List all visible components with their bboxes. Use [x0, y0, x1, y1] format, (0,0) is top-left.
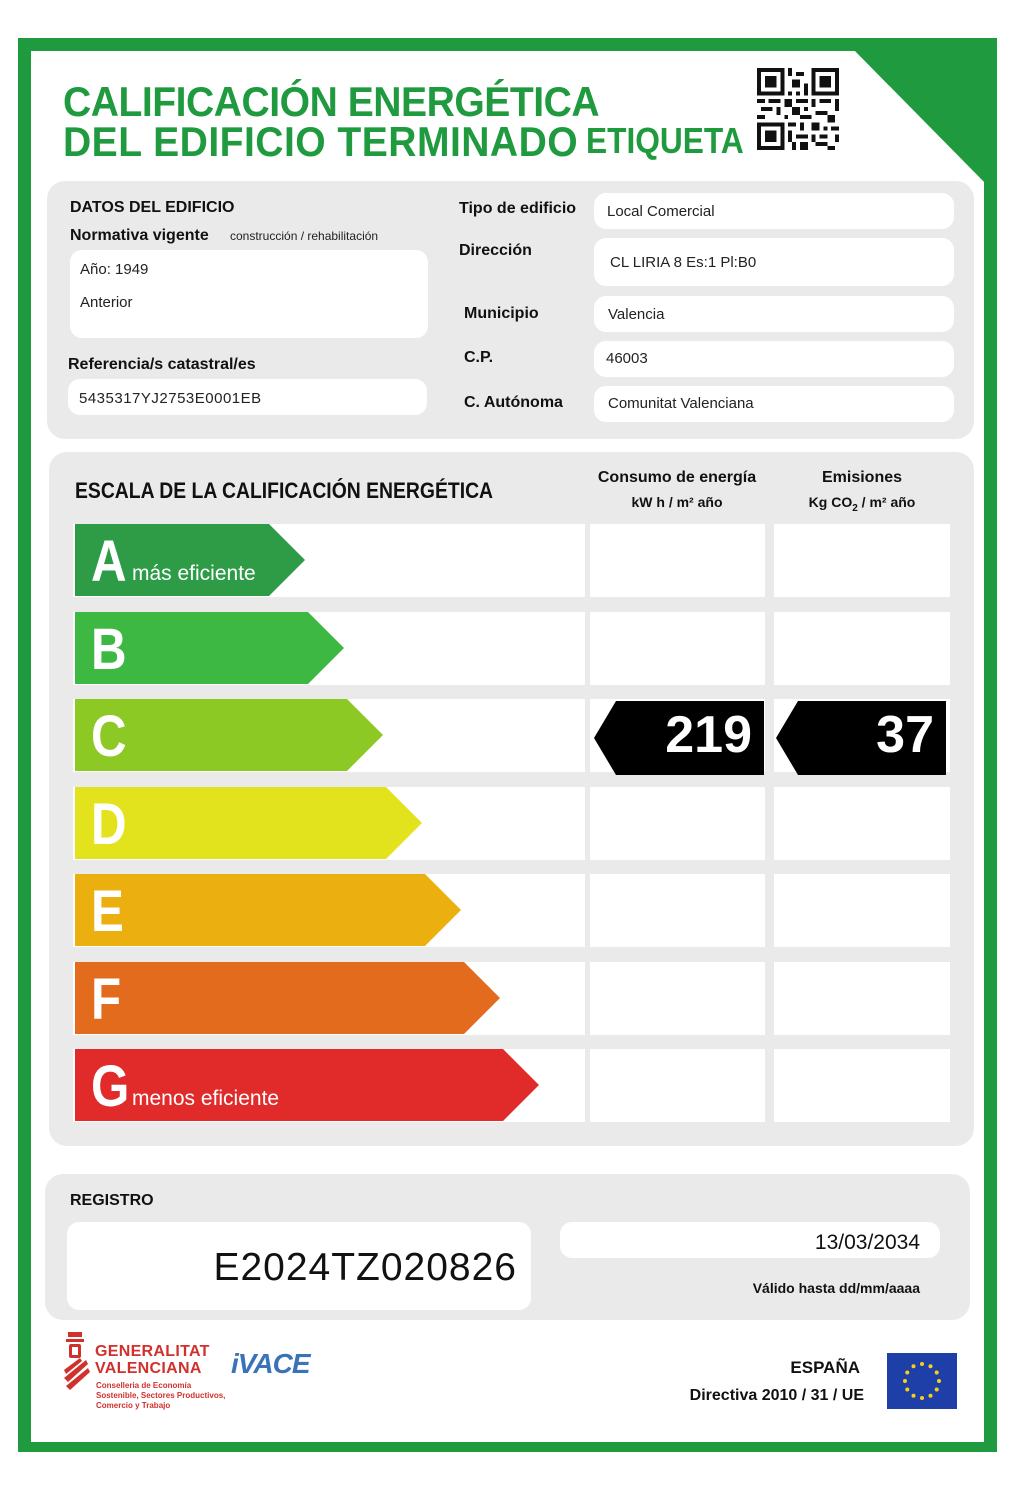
- emisiones-badge: [776, 701, 946, 775]
- gv-line-2: VALENCIANA: [95, 1360, 202, 1377]
- generalitat-logo-icon: [62, 1330, 92, 1390]
- least-efficient-note: menos eficiente: [132, 1087, 280, 1110]
- directive-label: Directiva 2010 / 31 / UE: [689, 1387, 864, 1404]
- normativa-label: Normativa vigente: [70, 227, 209, 244]
- consumo-cell-f: [590, 962, 765, 1035]
- gv-sub-1: Conselleria de Economía: [96, 1381, 192, 1390]
- ivace-logo-icon: iVACE: [231, 1348, 310, 1379]
- consumo-cell-e: [590, 874, 765, 947]
- grade-arrow-f: [75, 962, 500, 1034]
- year-value: Año: 1949: [80, 261, 149, 278]
- grade-arrow-g: [75, 1049, 539, 1121]
- consumo-cell-b: [590, 612, 765, 685]
- grade-arrow-c: [75, 699, 383, 771]
- grade-arrow-a: [75, 524, 305, 596]
- emisiones-cell-f: [774, 962, 950, 1035]
- cp-label: C.P.: [464, 349, 494, 366]
- qr-code-icon: [757, 68, 839, 150]
- direccion-value: CL LIRIA 8 Es:1 Pl:B0: [610, 254, 757, 271]
- consumo-badge-value: 219: [665, 706, 752, 764]
- grade-arrow-e: [75, 874, 461, 946]
- valid-label: Válido hasta dd/mm/aaaa: [752, 1280, 920, 1296]
- title-line-1: CALIFICACIÓN ENERGÉTICA: [63, 78, 600, 125]
- catastro-label: Referencia/s catastral/es: [68, 356, 256, 373]
- eu-flag-icon: [887, 1353, 957, 1409]
- gv-sub-2: Sostenible, Sectores Productivos,: [96, 1391, 226, 1400]
- valid-date: 13/03/2034: [814, 1231, 920, 1254]
- grade-letter-c: C: [91, 704, 127, 769]
- emisiones-header: Emisiones: [821, 469, 903, 486]
- normativa-value: Anterior: [80, 294, 133, 311]
- corner-triangle: [850, 46, 990, 188]
- scale-title: ESCALA DE LA CALIFICACIÓN ENERGÉTICA: [75, 478, 494, 503]
- emisiones-cell-e: [774, 874, 950, 947]
- autonoma-value: Comunitat Valenciana: [608, 395, 754, 412]
- emisiones-cell-d: [774, 787, 950, 860]
- grade-letter-d: D: [91, 792, 127, 857]
- emisiones-cell-a: [774, 524, 950, 597]
- tipo-value: Local Comercial: [607, 203, 715, 220]
- cp-field: [594, 341, 954, 377]
- consumo-cell-d: [590, 787, 765, 860]
- registro-number: E2024TZ020826: [213, 1246, 517, 1289]
- consumo-cell-g: [590, 1049, 765, 1122]
- emisiones-badge-value: 37: [876, 706, 934, 764]
- grade-letter-b: B: [91, 617, 127, 682]
- consumo-cell-a: [590, 524, 765, 597]
- grade-letter-g: G: [91, 1054, 130, 1119]
- title-line-2: DEL EDIFICIO TERMINADO: [63, 118, 579, 165]
- registro-label: REGISTRO: [70, 1192, 154, 1209]
- grade-letter-e: E: [91, 879, 124, 944]
- country-label: ESPAÑA: [790, 1358, 860, 1377]
- direccion-label: Dirección: [459, 242, 532, 259]
- consumo-badge: [594, 701, 764, 775]
- grade-arrow-b: [75, 612, 344, 684]
- section-title-datos: DATOS DEL EDIFICIO: [70, 199, 235, 216]
- municipio-label: Municipio: [464, 305, 539, 322]
- grade-arrow-d: [75, 787, 422, 859]
- tipo-label: Tipo de edificio: [459, 200, 577, 217]
- gv-sub-3: Comercio y Trabajo: [96, 1401, 171, 1410]
- grade-letter-a: A: [91, 529, 127, 594]
- consumo-header: Consumo de energía: [597, 469, 757, 486]
- gv-line-1: GENERALITAT: [95, 1343, 210, 1360]
- autonoma-label: C. Autónoma: [464, 394, 563, 411]
- emisiones-cell-b: [774, 612, 950, 685]
- most-efficient-note: más eficiente: [132, 562, 256, 585]
- catastro-value: 5435317YJ2753E0001EB: [79, 390, 262, 407]
- emisiones-cell-g: [774, 1049, 950, 1122]
- emisiones-unit: Kg $CO_2 / m^2$ año: [808, 494, 916, 514]
- etiqueta-label: ETIQUETA: [586, 120, 744, 161]
- municipio-value: Valencia: [608, 306, 665, 323]
- grade-letter-f: F: [91, 967, 122, 1032]
- consumo-unit: kW h / m² año: [631, 494, 723, 510]
- cp-value: 46003: [606, 350, 648, 367]
- normativa-hint: construcción / rehabilitación: [230, 229, 379, 243]
